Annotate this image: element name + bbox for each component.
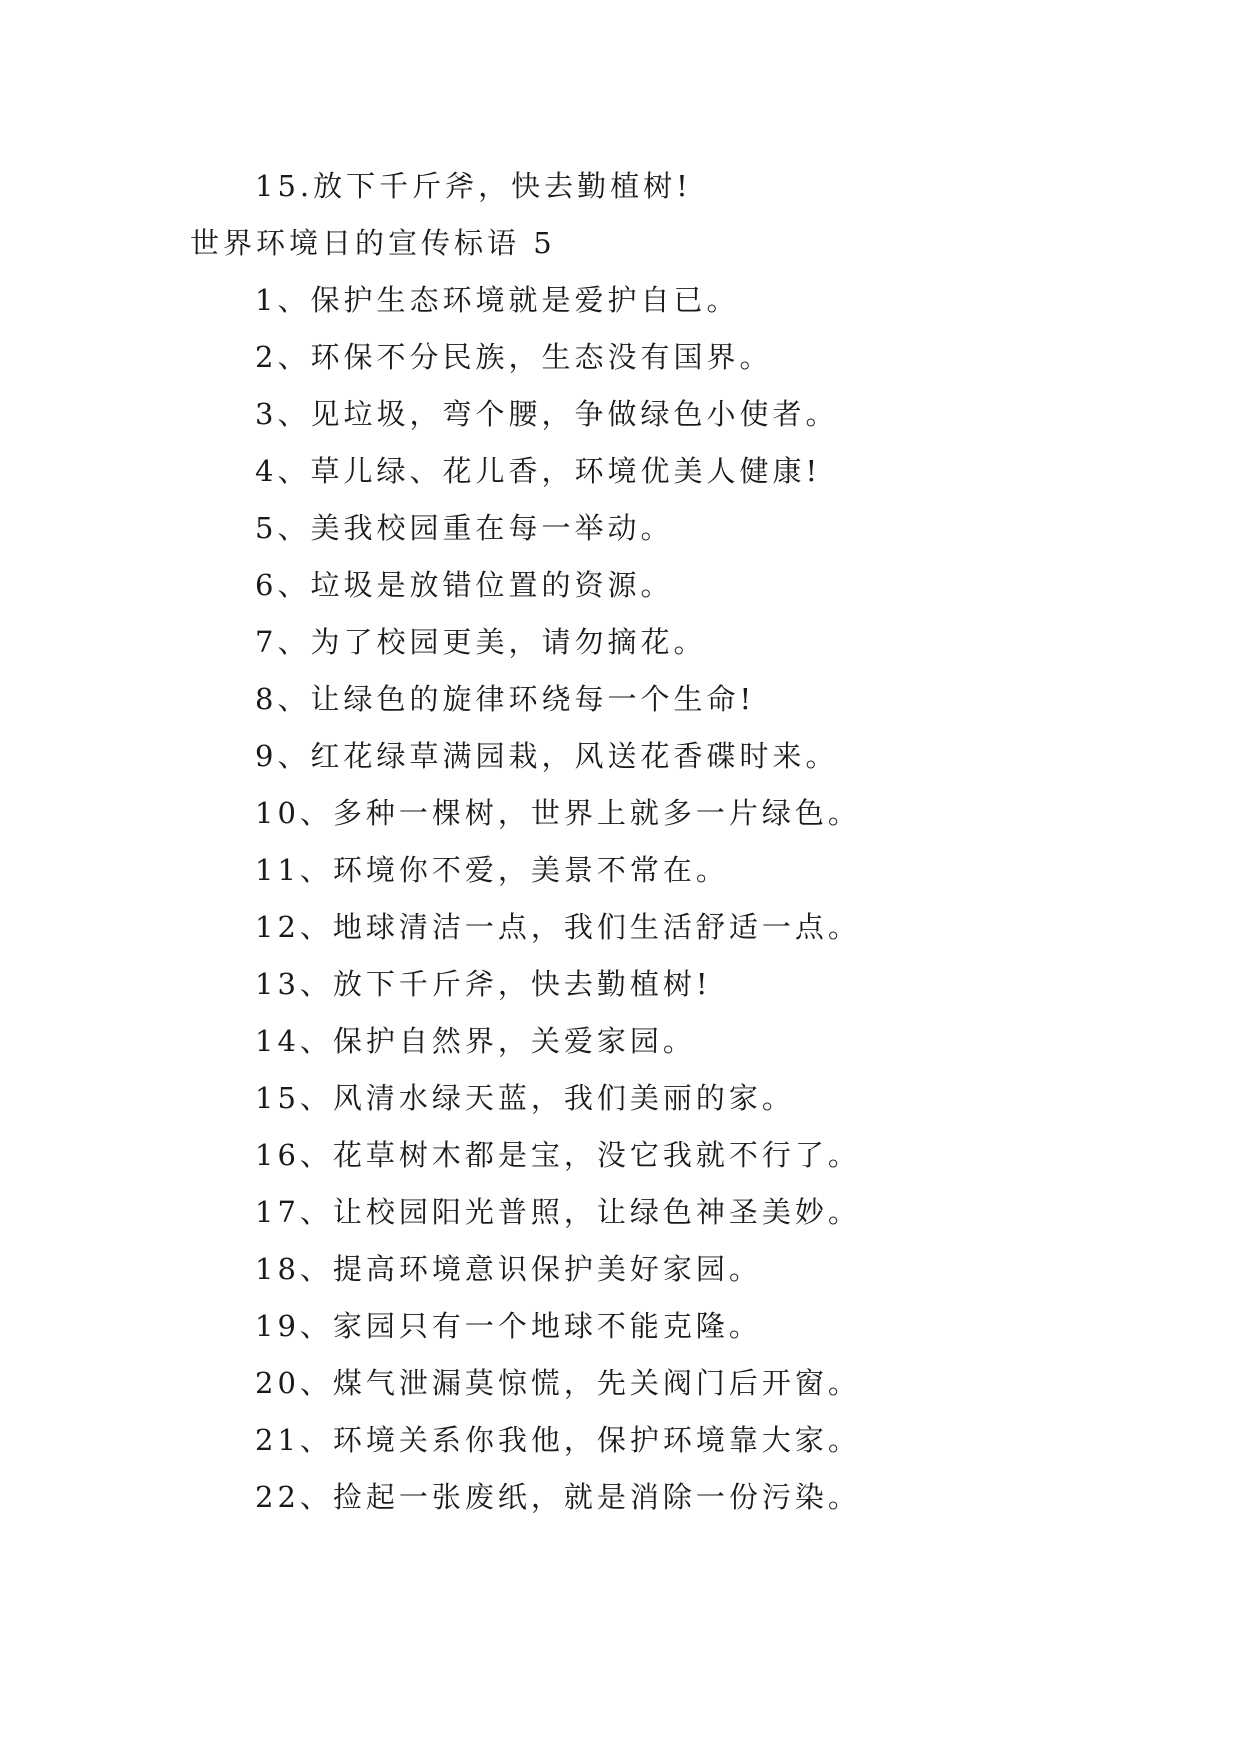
list-item: 8、让绿色的旋律环绕每一个生命! (255, 682, 756, 716)
list-item: 16、花草树木都是宝，没它我就不行了。 (255, 1138, 861, 1172)
list-item: 13、放下千斤斧，快去勤植树! (255, 967, 712, 1001)
list-item: 18、提高环境意识保护美好家园。 (255, 1252, 762, 1286)
list-item: 4、草儿绿、花儿香，环境优美人健康! (255, 454, 822, 488)
list-item: 22、捡起一张废纸，就是消除一份污染。 (255, 1480, 861, 1514)
list-item: 5、美我校园重在每一举动。 (255, 511, 674, 545)
list-item: 17、让校园阳光普照，让绿色神圣美妙。 (255, 1195, 861, 1229)
lead-item: 15.放下千斤斧，快去勤植树! (255, 169, 692, 203)
list-item: 10、多种一棵树，世界上就多一片绿色。 (255, 796, 861, 830)
list-item: 20、煤气泄漏莫惊慌，先关阀门后开窗。 (255, 1366, 861, 1400)
section-title: 世界环境日的宣传标语 5 (190, 226, 556, 260)
list-item: 19、家园只有一个地球不能克隆。 (255, 1309, 762, 1343)
list-item: 2、环保不分民族，生态没有国界。 (255, 340, 773, 374)
list-item: 1、保护生态环境就是爱护自已。 (255, 283, 740, 317)
list-item: 9、红花绿草满园栽，风送花香碟时来。 (255, 739, 839, 773)
list-item: 3、见垃圾，弯个腰，争做绿色小使者。 (255, 397, 839, 431)
list-item: 21、环境关系你我他，保护环境靠大家。 (255, 1423, 861, 1457)
list-item: 6、垃圾是放错位置的资源。 (255, 568, 674, 602)
list-item: 12、地球清洁一点，我们生活舒适一点。 (255, 910, 861, 944)
list-item: 14、保护自然界，关爱家园。 (255, 1024, 696, 1058)
list-item: 11、环境你不爱，美景不常在。 (255, 853, 729, 887)
list-item: 7、为了校园更美，请勿摘花。 (255, 625, 707, 659)
list-item: 15、风清水绿天蓝，我们美丽的家。 (255, 1081, 795, 1115)
